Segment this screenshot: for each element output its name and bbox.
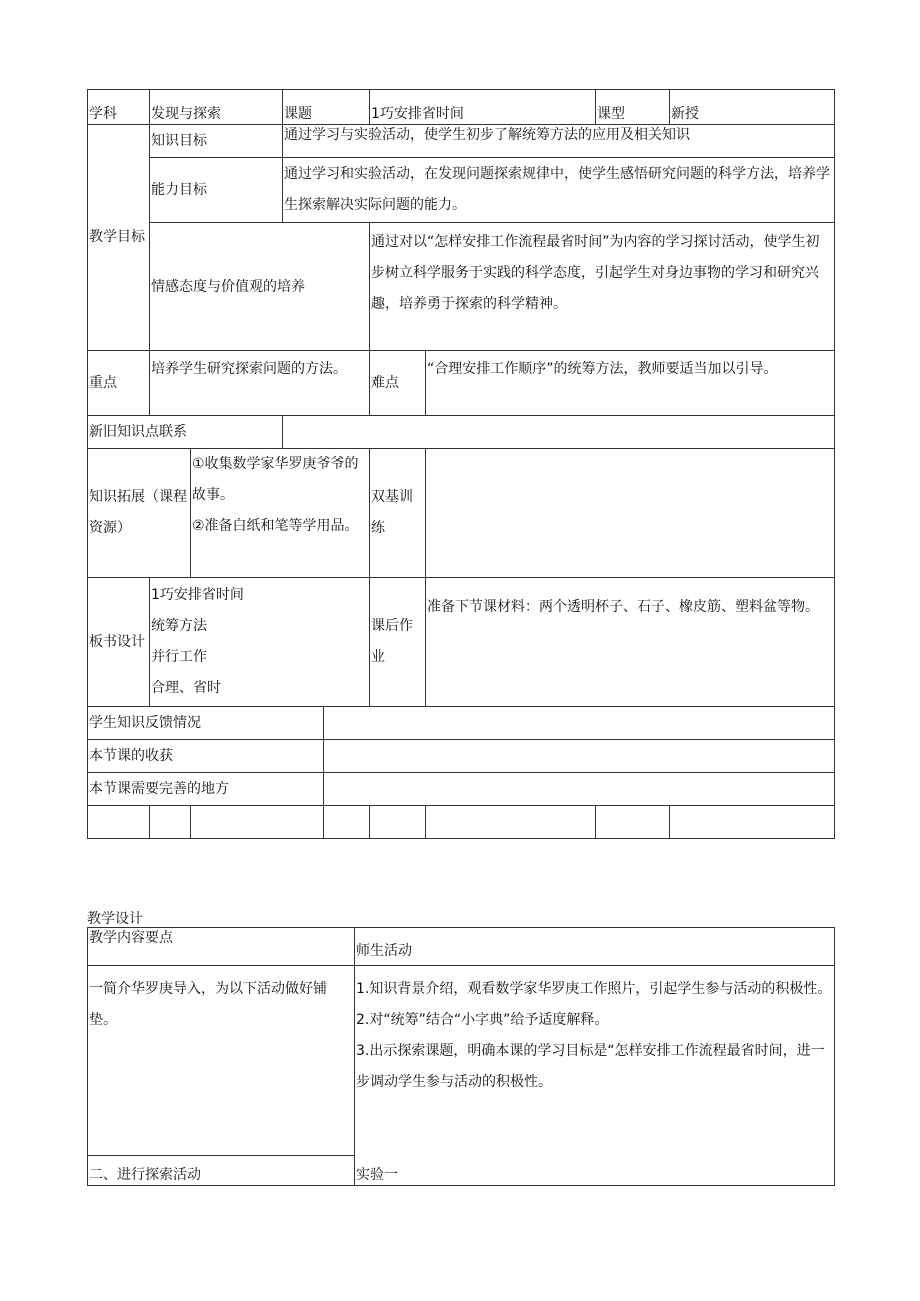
board-line: 1巧安排省时间 [151, 587, 244, 603]
activity-item: 1.知识背景介绍，观看数学家华罗庚工作照片，引起学生参与活动的积极性。 [356, 981, 832, 997]
connection-label: 新旧知识点联系 [88, 416, 283, 449]
empty-cell [88, 806, 150, 839]
board-lines [150, 578, 370, 707]
goals-label: 教学目标 [88, 125, 150, 351]
activity-list [355, 966, 835, 1156]
subject-value: 发现与探索 [150, 90, 283, 125]
empty-cell [150, 806, 191, 839]
connection-value [283, 416, 835, 449]
col-activity-header: 师生活动 [355, 928, 835, 966]
design-title: 教学设计 [87, 911, 143, 927]
topic-label: 课题 [283, 90, 370, 125]
homework-text: 准备下节课材料：两个透明杯子、石子、橡皮筋、塑料盆等物。 [426, 578, 835, 707]
board-label: 板书设计 [88, 578, 150, 707]
empty-cell [670, 806, 835, 839]
ability-goal-text: 通过学习和实验活动，在发现问题探索规律中，使学生感悟研究问题的科学方法，培养学生探索解决实际问题的能力。 [283, 158, 835, 223]
extension-item: ②准备白纸和笔等学用品。 [192, 518, 359, 534]
board-line: 合理、省时 [151, 680, 221, 696]
empty-cell [191, 806, 324, 839]
subject-label: 学科 [88, 90, 150, 125]
gain-label: 本节课的收获 [88, 740, 324, 773]
activity-item: 3.出示探索课题，明确本课的学习目标是“怎样安排工作流程最省时间，进一步调动学生参与活动的积极性。 [356, 1043, 825, 1090]
activity-item: 2.对“统筹”结合“小字典”给予适度解释。 [356, 1012, 609, 1028]
knowledge-goal-label: 知识目标 [150, 125, 283, 158]
empty-cell [370, 806, 426, 839]
teaching-design-table [87, 927, 835, 1186]
gain-value [324, 740, 835, 773]
empty-cell [426, 806, 596, 839]
content-point: 二、进行探索活动 [88, 1156, 355, 1186]
attitude-goal-text: 通过对以“怎样安排工作流程最省时间”为内容的学习探讨活动，使学生初步树立科学服务于实践的科学态度，引起学生对身边事物的学习和研究兴趣，培养勇于探索的科学精神。 [370, 223, 835, 351]
empty-cell [324, 806, 370, 839]
key-point-label: 重点 [88, 351, 150, 416]
homework-label: 课后作业 [370, 578, 426, 707]
difficulty-label: 难点 [370, 351, 426, 416]
type-label: 课型 [596, 90, 670, 125]
difficulty-text: “合理安排工作顺序”的统筹方法，教师要适当加以引导。 [426, 351, 835, 416]
attitude-goal-label: 情感态度与价值观的培养 [150, 223, 370, 351]
improve-label: 本节课需要完善的地方 [88, 773, 324, 806]
basic-training-label: 双基训练 [370, 449, 426, 578]
board-line: 并行工作 [151, 649, 207, 665]
feedback-label: 学生知识反馈情况 [88, 707, 324, 740]
col-content-header: 教学内容要点 [88, 928, 355, 966]
board-line: 统筹方法 [151, 618, 207, 634]
ability-goal-label: 能力目标 [150, 158, 283, 223]
content-point: 一简介华罗庚导入，为以下活动做好铺垫。 [88, 966, 355, 1156]
extension-label: 知识拓展（课程资源） [88, 449, 191, 578]
type-value: 新授 [670, 90, 835, 125]
feedback-value [324, 707, 835, 740]
lesson-info-table [87, 89, 835, 839]
empty-cell [596, 806, 670, 839]
key-point-text: 培养学生研究探索问题的方法。 [150, 351, 370, 416]
activity-item: 实验一 [355, 1156, 835, 1186]
extension-item: ①收集数学家华罗庚爷爷的故事。 [192, 456, 359, 503]
topic-value: 1巧安排省时间 [370, 90, 596, 125]
improve-value [324, 773, 835, 806]
knowledge-goal-text: 通过学习与实验活动，使学生初步了解统筹方法的应用及相关知识 [283, 125, 835, 158]
basic-training-value [426, 449, 835, 578]
extension-items [191, 449, 370, 578]
